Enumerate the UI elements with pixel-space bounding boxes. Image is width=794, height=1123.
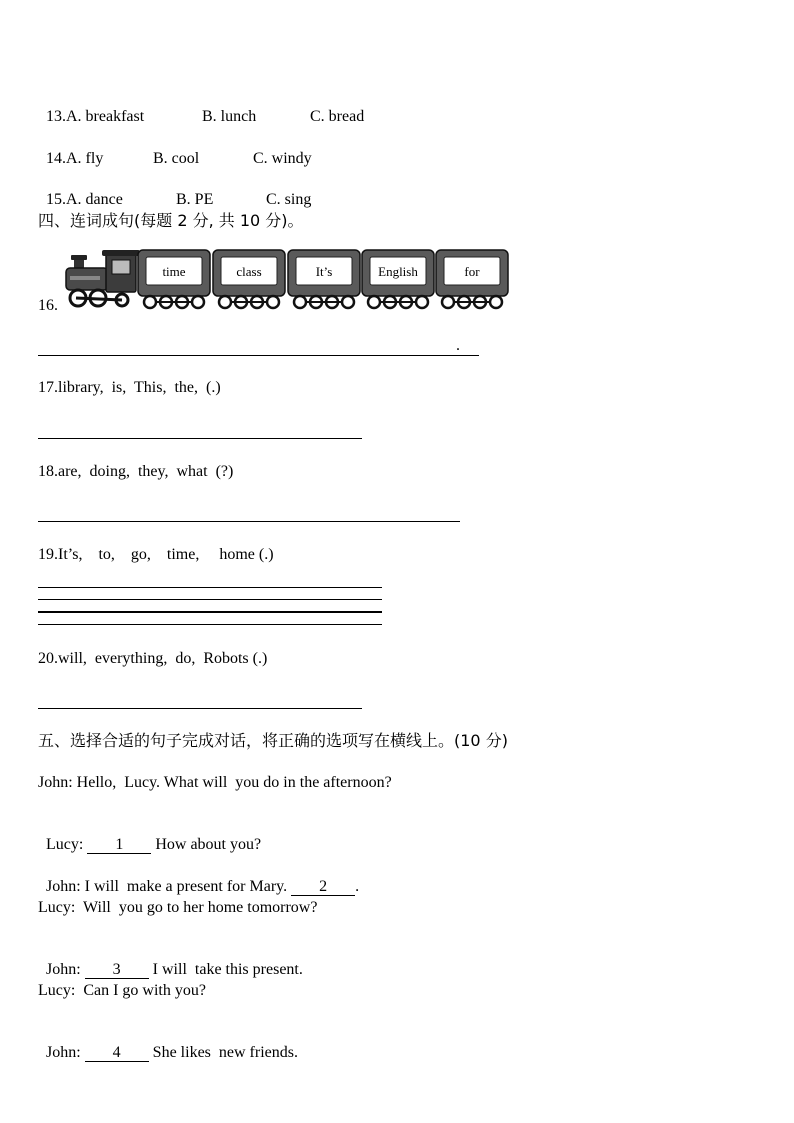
answer-blank-1[interactable]: 1 — [87, 837, 151, 854]
train-word: class — [236, 264, 262, 279]
option-b: B. PE — [176, 191, 214, 208]
train-car-3 — [288, 250, 360, 308]
option-a: A. breakfast — [66, 108, 145, 125]
dialogue-line-2 — [38, 815, 261, 855]
dialogue-text: I will take this present. — [148, 961, 303, 978]
option-a: A. dance — [66, 191, 123, 208]
answer-blank-3[interactable]: 3 — [85, 962, 149, 979]
dialogue-line-5 — [38, 940, 303, 980]
answer-guide-line[interactable] — [38, 599, 382, 600]
train-word: for — [464, 264, 480, 279]
question-19: 19.It’s, to, go, time, home (.) — [38, 546, 274, 563]
speaker: Lucy: — [46, 836, 88, 853]
train-word: It’s — [315, 264, 333, 279]
question-16-number: 16. — [38, 297, 58, 314]
train-car-2 — [213, 250, 285, 308]
option-a: A. fly — [66, 150, 104, 167]
answer-line-17[interactable] — [38, 438, 362, 439]
answer-line-18[interactable] — [38, 521, 460, 522]
speaker: John: — [46, 961, 85, 978]
question-number: 15. — [46, 191, 66, 208]
answer-blank-4[interactable]: 4 — [85, 1045, 149, 1062]
answer-blank-2[interactable]: 2 — [291, 879, 355, 896]
section-5-heading: 五、选择合适的句子完成对话，将正确的选项写在横线上。(10 分) — [38, 731, 508, 750]
answer-guide-line[interactable] — [38, 611, 382, 613]
question-number: 14. — [46, 150, 66, 167]
train-word: time — [162, 264, 186, 279]
question-14 — [38, 129, 312, 169]
option-b: B. cool — [153, 150, 200, 167]
answer-16-end-mark: . — [456, 337, 460, 354]
dialogue-line-1: John: Hello, Lucy. What will you do in the afternoon? — [38, 774, 392, 791]
answer-line-16[interactable] — [38, 355, 479, 356]
answer-line-20[interactable] — [38, 708, 362, 709]
dialogue-line-3 — [38, 857, 359, 897]
dialogue-end: . — [355, 878, 360, 895]
question-17: 17.library, is, This, the, (.) — [38, 379, 221, 396]
question-20: 20.will, everything, do, Robots (.) — [38, 650, 268, 667]
question-number: 13. — [46, 108, 66, 125]
answer-guide-line[interactable] — [38, 624, 382, 625]
train-word: English — [378, 264, 418, 279]
dialogue-text: John: I will make a present for Mary. — [46, 878, 292, 895]
question-15 — [38, 170, 311, 210]
dialogue-line-7 — [38, 1023, 298, 1063]
train-car-5 — [436, 250, 508, 308]
option-c: C. bread — [310, 108, 365, 125]
train-car-1 — [138, 250, 210, 308]
section-4-heading: 四、连词成句(每题 2 分, 共 10 分)。 — [38, 211, 304, 230]
dialogue-text: How about you? — [151, 836, 262, 853]
option-b: B. lunch — [202, 108, 257, 125]
word-train-illustration — [62, 248, 512, 314]
dialogue-line-6: Lucy: Can I go with you? — [38, 982, 206, 999]
answer-guide-line[interactable] — [38, 587, 382, 588]
option-c: C. sing — [266, 191, 312, 208]
question-18: 18.are, doing, they, what (?) — [38, 463, 234, 480]
dialogue-line-4: Lucy: Will you go to her home tomorrow? — [38, 899, 318, 916]
option-c: C. windy — [253, 150, 312, 167]
train-car-4 — [362, 250, 434, 308]
locomotive-icon — [66, 250, 140, 306]
dialogue-text: She likes new friends. — [148, 1044, 298, 1061]
speaker: John: — [46, 1044, 85, 1061]
question-13 — [38, 87, 364, 127]
